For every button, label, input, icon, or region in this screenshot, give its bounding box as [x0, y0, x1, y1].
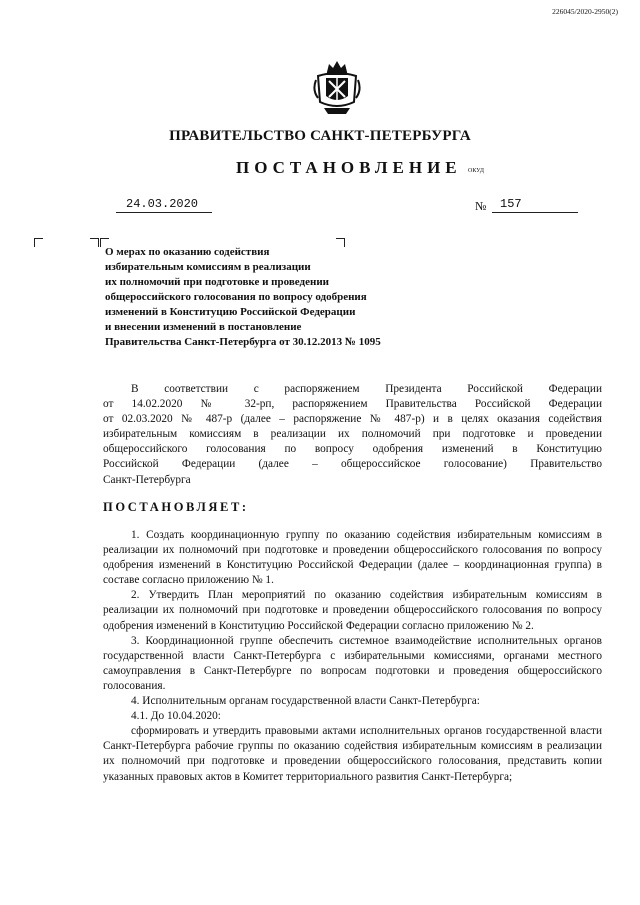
document-number: 157: [500, 197, 522, 211]
preamble-line: от 14.02.2020 № 32-рп, распоряжением Правительства Российской Федерации: [103, 398, 602, 411]
heading-line: О мерах по оказанию содействия: [105, 246, 270, 258]
decree-items: [103, 528, 602, 785]
decree-item-4-1-text: сформировать и утвердить правовыми актами исполнительных органов государственной власти Санкт-Петербурга рабочие группы по оказанию содействия избирательным комиссиям в реализации их полномочий при подготовке и проведении общероссийского голосования, представить копии указанных правовых актов в Комитет территориального развития Санкт-Петербурга;: [103, 725, 602, 783]
heading-line: изменений в Конституцию Российской Федерации: [105, 306, 356, 318]
decree-item-3: 3. Координационной группе обеспечить системное взаимодействие исполнительных органов государственной власти Санкт-Петербурга с избирательными комиссиями, органами местного самоуправления в Санкт-Петербурге по вопросам подготовки и проведения общероссийского голосования.: [103, 634, 602, 692]
preamble-line: от 02.03.2020 № 487-р (далее – распоряжение № 487-р) и в целях оказания содействия: [103, 413, 602, 426]
heading-line: избирательным комиссиям в реализации: [105, 261, 311, 273]
heading-line: общероссийского голосования по вопросу одобрения: [105, 291, 367, 303]
heading-corner-mark: [34, 238, 43, 247]
registration-code: 226045/2020-2950(2): [552, 7, 618, 16]
document-type: ПОСТАНОВЛЕНИЕ: [236, 158, 462, 177]
preamble-line: Санкт-Петербурга: [103, 473, 191, 486]
preamble-line: избирательным комиссиям в реализации их полномочий при подготовке и проведении: [103, 428, 602, 441]
number-sign: №: [475, 199, 487, 213]
heading-corner-mark: [90, 238, 99, 247]
heading-line: Правительства Санкт-Петербурга от 30.12.2013 № 1095: [105, 336, 381, 348]
heading-line: и внесении изменений в постановление: [105, 321, 302, 333]
preamble-line: В соответствии с распоряжением Президента Российской Федерации: [131, 383, 602, 395]
preamble-line: общероссийского голосования по вопросу одобрения изменений в Конституцию: [103, 443, 602, 456]
okud-label: ОКУД: [468, 168, 484, 174]
decree-item-4-1: 4.1. До 10.04.2020:: [131, 710, 221, 723]
government-title: ПРАВИТЕЛЬСТВО САНКТ-ПЕТЕРБУРГА: [169, 128, 471, 144]
preamble: [103, 382, 602, 488]
preamble-line: Российской Федерации (далее – общероссийское голосование) Правительство: [103, 458, 602, 471]
decree-item-4: 4. Исполнительным органам государственной власти Санкт-Петербурга:: [131, 695, 480, 708]
st-petersburg-coat-of-arms-icon: [312, 58, 362, 118]
decree-item-2: 2. Утвердить План мероприятий по оказанию содействия избирательным комиссиям в реализации их полномочий при подготовке и проведении общероссийского голосования по вопросу одобрения изменений в Конституцию Российской Федерации согласно приложению № 2.: [103, 589, 602, 632]
decree-word: ПОСТАНОВЛЯЕТ:: [103, 500, 249, 514]
document-date: 24.03.2020: [126, 197, 199, 211]
document-heading: [105, 245, 435, 350]
number-underline: [492, 212, 578, 213]
heading-line: их полномочий при подготовке и проведении: [105, 276, 330, 288]
date-underline: [116, 212, 212, 213]
decree-item-1: 1. Создать координационную группу по оказанию содействия избирательным комиссиям в реализации их полномочий при подготовке и проведении общероссийского голосования по вопросу одобрения изменений в Конституцию Российской Федерации (далее – координационная группа) в составе согласно приложению № 1.: [103, 529, 602, 587]
